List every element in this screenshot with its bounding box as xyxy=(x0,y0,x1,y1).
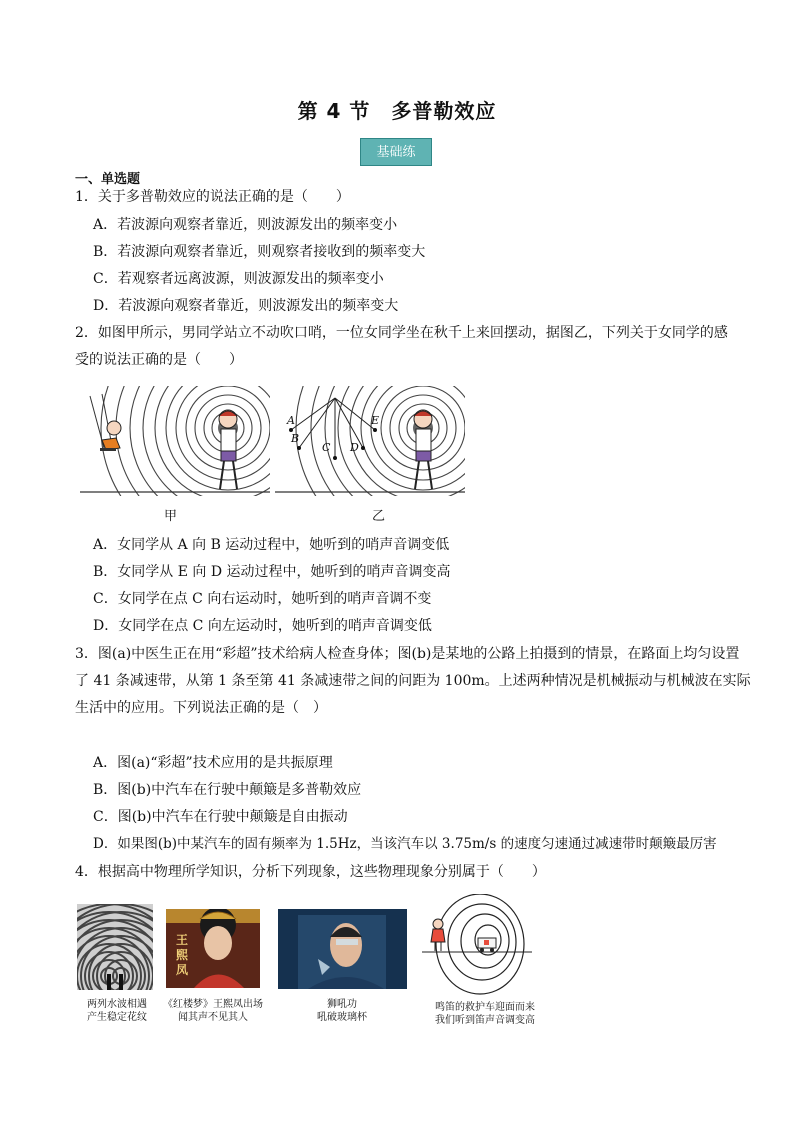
point-label-e: E xyxy=(371,414,380,427)
question-3-stem-line2: 了 41 条减速带，从第 1 条至第 41 条减速带之间的问距为 100m。上述两种情况是机械振动与机械波在实际 xyxy=(75,673,751,689)
question-3-option-b: B．图(b)中汽车在行驶中颠簸是多普勒效应 xyxy=(93,782,362,798)
question-2-option-c: C．女同学在点 C 向右运动时，她听到的哨声音调不变 xyxy=(93,591,432,607)
photo-3-caption: 狮吼功 吼破玻璃杯 xyxy=(317,999,367,1023)
exercise-level-badge: 基础练 xyxy=(360,138,432,166)
wang-xifeng-photo-text: 王熙凤 xyxy=(176,933,189,977)
lion-roar-glass-photo xyxy=(278,909,407,989)
photo-4-caption: 鸣笛的救护车迎面而来 我们听到笛声音调变高 xyxy=(435,1002,535,1026)
photo-1-caption: 两列水波相遇 产生稳定花纹 xyxy=(87,999,147,1023)
figure-jia-swing-whistle xyxy=(80,386,270,496)
question-3-stem-line3: 生活中的应用。下列说法正确的是（ ） xyxy=(75,700,327,716)
photo-2-caption: 《红楼梦》王熙凤出场 闻其声不见其人 xyxy=(163,999,263,1023)
point-label-c: C xyxy=(322,441,331,454)
question-1-option-b: B．若波源向观察者靠近，则观察者接收到的频率变大 xyxy=(93,244,426,260)
ambulance-doppler-diagram xyxy=(422,894,532,996)
question-1-option-a: A．若波源向观察者靠近，则波源发出的频率变小 xyxy=(93,217,398,233)
figure-yi-swing-positions xyxy=(275,386,465,496)
question-1-option-d: D．若波源向观察者靠近，则波源发出的频率变大 xyxy=(93,298,399,314)
section-heading: 一、单选题 xyxy=(75,172,141,187)
figure-jia-caption: 甲 xyxy=(164,509,178,524)
question-3-option-c: C．图(b)中汽车在行驶中颠簸是自由振动 xyxy=(93,809,348,825)
question-3-option-a: A．图(a)“彩超”技术应用的是共振原理 xyxy=(93,755,333,771)
water-wave-interference-photo xyxy=(77,904,153,990)
question-2-stem-line1: 2．如图甲所示，男同学站立不动吹口哨，一位女同学坐在秋千上来回摆动，据图乙，下列关于女同学的感 xyxy=(75,325,728,341)
question-2-stem-line2: 受的说法正确的是（ ） xyxy=(75,352,243,368)
girl-on-swing xyxy=(90,394,121,451)
boy-figure xyxy=(219,410,237,489)
question-2-option-b: B．女同学从 E 向 D 运动过程中，她听到的哨声音调变高 xyxy=(93,564,451,580)
point-label-b: B xyxy=(291,432,300,445)
question-2-option-d: D．女同学在点 C 向左运动时，她听到的哨声音调变低 xyxy=(93,618,432,634)
point-label-a: A xyxy=(287,414,295,427)
question-3-option-d: D．如果图(b)中某汽车的固有频率为 1.5Hz，当该汽车以 3.75m/s 的速度匀速通过减速带时颠簸最厉害 xyxy=(93,836,717,852)
question-2-option-a: A．女同学从 A 向 B 运动过程中，她听到的哨声音调变低 xyxy=(93,537,450,553)
wang-xifeng-photo xyxy=(166,909,260,988)
point-label-d: D xyxy=(350,441,359,454)
question-4-stem: 4．根据高中物理所学知识，分析下列现象，这些物理现象分别属于（ ） xyxy=(75,864,546,880)
question-1-option-c: C．若观察者远离波源，则波源发出的频率变小 xyxy=(93,271,384,287)
question-3-stem-line1: 3．图(a)中医生正在用“彩超”技术给病人检查身体；图(b)是某地的公路上拍摄到的情景，在路面上均匀设置 xyxy=(75,646,740,662)
question-1-stem: 1．关于多普勒效应的说法正确的是（ ） xyxy=(75,189,350,205)
page-title: 第 4 节 多普勒效应 xyxy=(297,99,497,123)
figure-yi-caption: 乙 xyxy=(372,509,386,524)
